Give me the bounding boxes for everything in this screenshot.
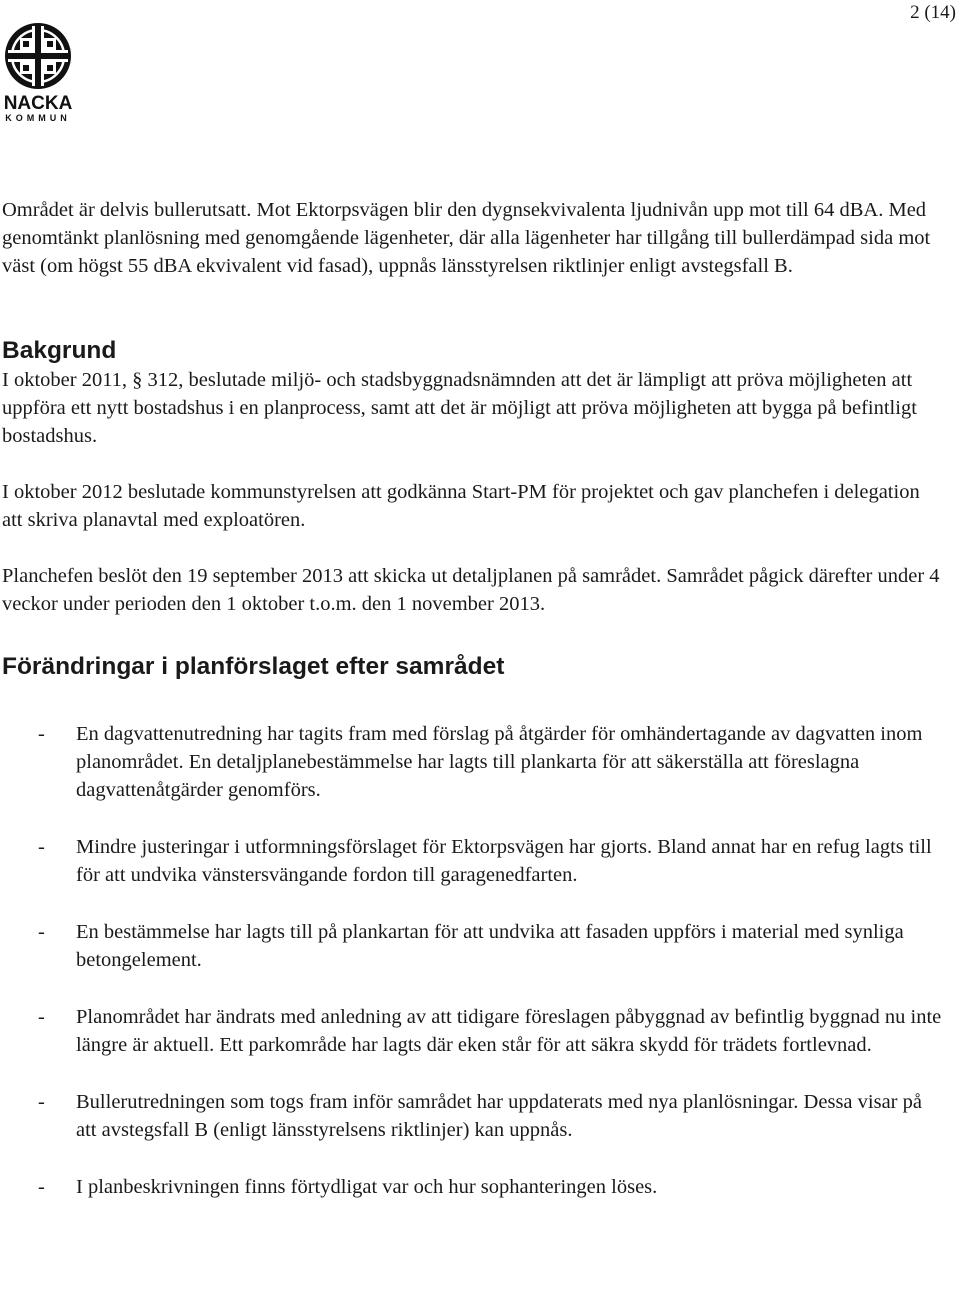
- list-bullet: -: [38, 723, 45, 745]
- list-bullet: -: [38, 1176, 45, 1198]
- list-item: [2, 833, 942, 889]
- bakgrund-paragraph-3: Planchefen beslöt den 19 september 2013 att skicka ut detaljplanen på samrådet. Samrådet pågick därefter under 4 veckor under perioden den 1 oktober t.o.m. den 1 november 2013.: [2, 565, 940, 615]
- list-item: [2, 1088, 942, 1144]
- page-number: 2 (14): [910, 2, 956, 23]
- document-body: [2, 196, 942, 1230]
- list-item: [2, 1173, 942, 1201]
- list-item-text: En bestämmelse har lagts till på plankartan för att undvika att fasaden uppförs i material med synliga betongelement.: [76, 921, 904, 971]
- heading-changes: Förändringar i planförslaget efter samrådet: [2, 653, 505, 680]
- logo-subtitle: KOMMUN: [5, 113, 71, 123]
- heading-bakgrund: Bakgrund: [2, 337, 117, 364]
- intro-paragraph: Området är delvis bullerutsatt. Mot Ektorpsvägen blir den dygnsekvivalenta ljudnivån upp mot till 64 dBA. Med genomtänkt planlösning med genomgående lägenheter, där alla lägenheter har tillgång till bullerdämpad sida mot väst (om högst 55 dBA ekvivalent vid fasad), uppnås länsstyrelsen riktlinjer enligt avstegsfall B.: [2, 199, 931, 277]
- list-bullet: -: [38, 1091, 45, 1113]
- list-item: [2, 918, 942, 974]
- list-item-text: I planbeskrivningen finns förtydligat var och hur sophanteringen löses.: [76, 1176, 658, 1198]
- logo-name: NACKA: [3, 93, 73, 114]
- changes-list: [2, 720, 942, 1201]
- nacka-kommun-logo: [0, 20, 76, 124]
- list-bullet: -: [38, 1006, 45, 1028]
- nacka-emblem-icon: [0, 20, 76, 92]
- list-bullet: -: [38, 921, 45, 943]
- list-bullet: -: [38, 836, 45, 858]
- list-item-text: Planområdet har ändrats med anledning av att tidigare föreslagen påbyggnad av befintlig byggnad nu inte längre är aktuell. Ett parkområde har lagts där eken står för att säkra skydd för trädets fortlevnad.: [76, 1006, 942, 1056]
- list-item-text: Mindre justeringar i utformningsförslaget för Ektorpsvägen har gjorts. Bland annat har en refug lagts till för att undvika vänstersvängande fordon till garagenedfarten.: [76, 836, 932, 886]
- bakgrund-paragraph-1: I oktober 2011, § 312, beslutade miljö- och stadsbyggnadsnämnden att det är lämpligt att pröva möjligheten att uppföra ett nytt bostadshus i en planprocess, samt att det är möjligt att pröva möjligheten att bygga på befintligt bostadshus.: [2, 369, 917, 447]
- list-item: [2, 720, 942, 804]
- list-item-text: Bullerutredningen som togs fram inför samrådet har uppdaterats med nya planlösningar. Dessa visar på att avstegsfall B (enligt länsstyrelsens riktlinjer) kan uppnås.: [76, 1091, 922, 1141]
- list-item: [2, 1003, 942, 1059]
- bakgrund-paragraph-2: I oktober 2012 beslutade kommunstyrelsen att godkänna Start-PM för projektet och gav planchefen i delegation att skriva planavtal med exploatören.: [2, 481, 920, 531]
- list-item-text: En dagvattenutredning har tagits fram med förslag på åtgärder för omhändertagande av dagvatten inom planområdet. En detaljplanebestämmelse har lagts till plankarta för att säkerställa att föreslagna dagvattenåtgärder genomförs.: [76, 723, 923, 801]
